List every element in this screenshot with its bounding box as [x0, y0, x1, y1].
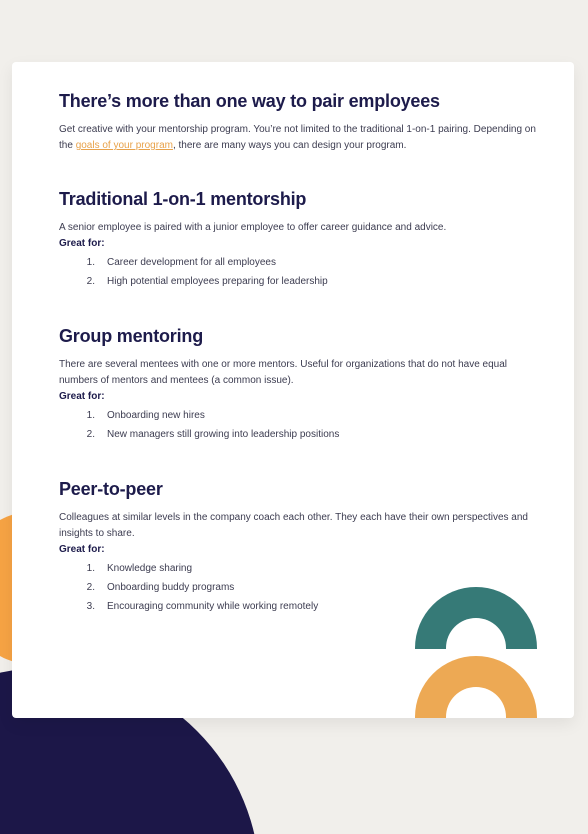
intro-text-before-link: Get creative with your mentorship program. You’re not limited to the traditional 1-on-1 pairing. Depending on the: [59, 124, 536, 151]
list-item: [59, 425, 539, 444]
list-item-text: Onboarding buddy programs: [107, 582, 235, 593]
article-content: [59, 90, 539, 616]
great-for-label: Great for:: [59, 238, 105, 249]
goals-of-program-link[interactable]: goals of your program: [75, 140, 173, 151]
list-item-text: High potential employees preparing for leadership: [107, 276, 328, 287]
section-title: Peer-to-peer: [59, 479, 163, 499]
list-number: 2.: [86, 276, 95, 287]
list-item-text: Knowledge sharing: [107, 563, 193, 574]
list-item-text: Onboarding new hires: [107, 410, 205, 421]
great-for-list: [59, 406, 539, 444]
section-description: Colleagues at similar levels in the company coach each other. They each have their own perspectives and insights to share.: [59, 512, 528, 539]
great-for-label: Great for:: [59, 544, 105, 555]
intro-section: [59, 90, 539, 154]
intro-text-after-link: , there are many ways you can design your program.: [172, 140, 407, 151]
list-number: 1.: [86, 563, 95, 574]
list-item-text: Encouraging community while working remotely: [107, 601, 319, 612]
list-item: [59, 406, 539, 425]
list-number: 1.: [86, 410, 95, 421]
list-item-text: Career development for all employees: [107, 257, 276, 268]
section-title: Group mentoring: [59, 326, 203, 346]
section-group-mentoring: [59, 325, 539, 444]
list-item: [59, 559, 539, 578]
list-item: [59, 272, 539, 291]
intro-paragraph: [59, 122, 539, 154]
list-item-text: New managers still growing into leadership positions: [107, 429, 340, 440]
list-number: 2.: [86, 429, 95, 440]
orange-arch-decoration: [415, 656, 537, 718]
list-item: [59, 253, 539, 272]
great-for-label: Great for:: [59, 391, 105, 402]
section-description: A senior employee is paired with a junior employee to offer career guidance and advice.: [59, 222, 447, 233]
section-title: Traditional 1-on-1 mentorship: [59, 189, 307, 209]
section-traditional-mentorship: [59, 188, 539, 291]
intro-title: There’s more than one way to pair employees: [59, 91, 440, 111]
great-for-list: [59, 253, 539, 291]
section-description: There are several mentees with one or more mentors. Useful for organizations that do not have equal numbers of mentors and mentees (a common issue).: [59, 359, 508, 386]
list-number: 3.: [86, 601, 95, 612]
list-number: 1.: [86, 257, 95, 268]
content-card: [12, 62, 574, 718]
list-number: 2.: [86, 582, 95, 593]
